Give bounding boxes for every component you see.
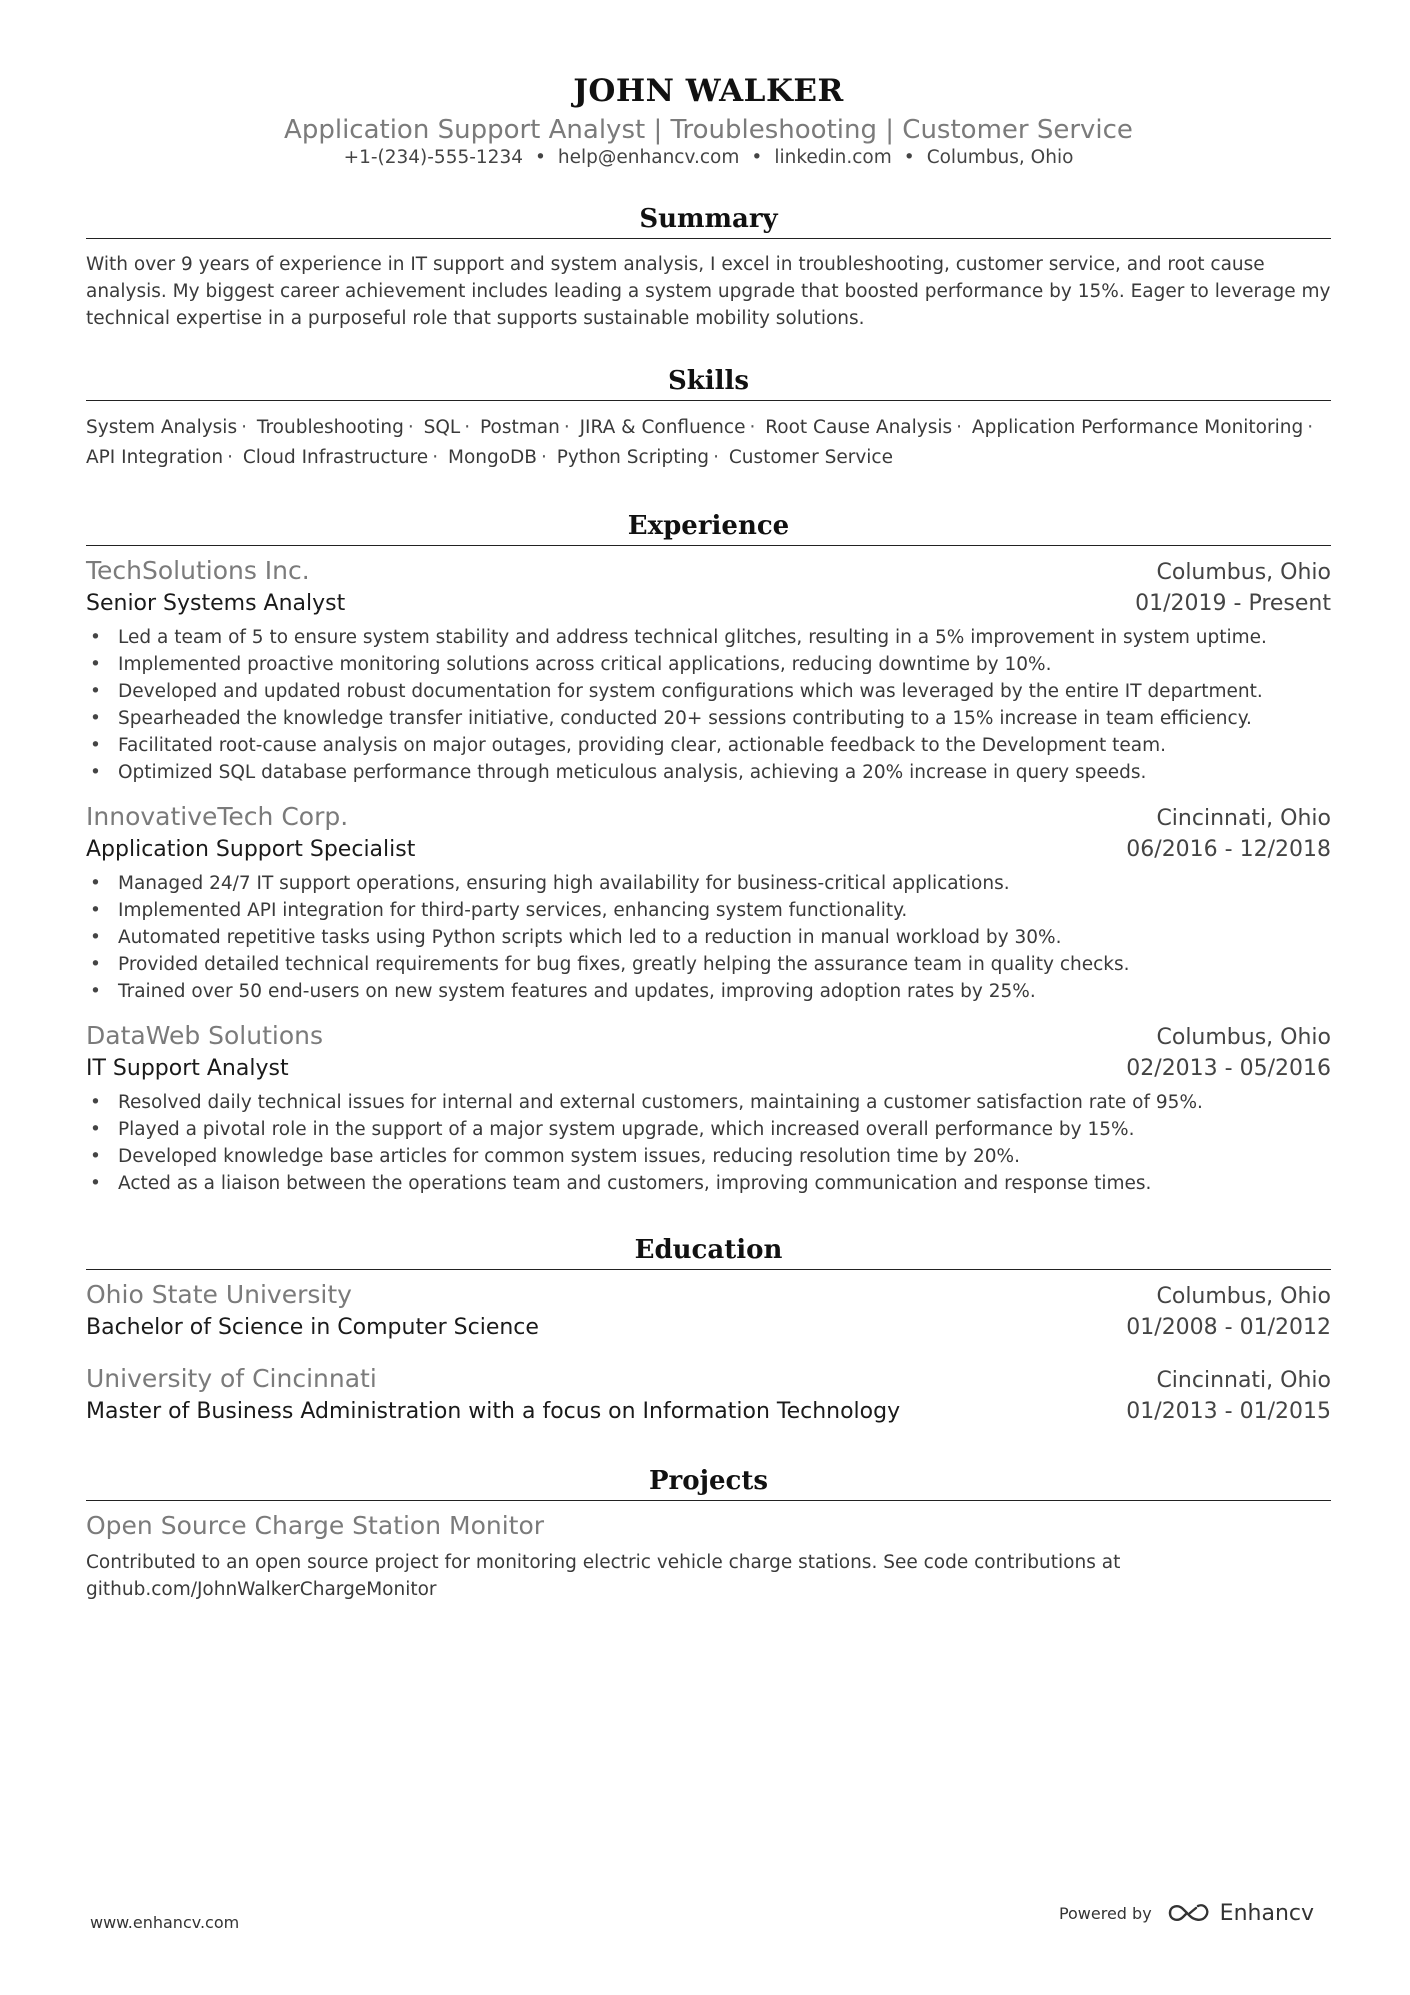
job-entry	[86, 554, 1331, 786]
experience-section	[86, 507, 1331, 1197]
bullet-item: • Developed knowledge base articles for common system issues, reducing resolution time by 20%.	[86, 1143, 1331, 1170]
skill-item: SQL	[423, 417, 461, 438]
job-title: Application Support Specialist	[86, 837, 416, 862]
skill-separator: ·	[749, 417, 756, 438]
bullet-item: • Acted as a liaison between the operations team and customers, improving communication and response times.	[86, 1170, 1331, 1197]
section-title-skills: Skills	[667, 366, 750, 396]
company-name: TechSolutions Inc.	[86, 556, 310, 585]
candidate-name: JOHN WALKER	[573, 73, 844, 109]
skill-separator: ·	[541, 447, 547, 468]
section-title-projects: Projects	[648, 1466, 769, 1496]
skill-item: Application Performance Monitoring	[971, 417, 1304, 438]
skill-separator: ·	[713, 447, 719, 468]
job-entry	[86, 1019, 1331, 1197]
skills-list	[86, 413, 1331, 473]
skill-separator: ·	[563, 417, 570, 438]
skill-item: MongoDB	[447, 447, 537, 468]
education-dates: 01/2013 - 01/2015	[1126, 1399, 1331, 1424]
section-divider	[86, 1500, 1331, 1501]
powered-by-label: Powered by	[1058, 1903, 1152, 1923]
skill-item: API Integration	[86, 447, 224, 468]
separator-dot: •	[903, 147, 915, 168]
job-dates: 02/2013 - 05/2016	[1126, 1056, 1331, 1081]
contact-linkedin[interactable]: linkedin.com	[774, 147, 892, 168]
skill-item: System Analysis	[86, 417, 238, 438]
enhancv-wordmark: Enhancv	[1219, 1900, 1314, 1926]
bullet-item: • Managed 24/7 IT support operations, ensuring high availability for business-critical applications.	[86, 870, 1331, 897]
bullet-item: • Facilitated root-cause analysis on major outages, providing clear, actionable feedback to the Development team.	[86, 732, 1331, 759]
summary-section	[86, 200, 1331, 332]
skill-item: Root Cause Analysis	[765, 417, 953, 438]
job-dates: 06/2016 - 12/2018	[1126, 837, 1331, 862]
job-location: Cincinnati, Ohio	[1156, 806, 1331, 831]
section-divider	[86, 545, 1331, 546]
contact-line	[86, 146, 1331, 170]
bullet-item: • Played a pivotal role in the support of a major system upgrade, which increased overall performance by 15%.	[86, 1116, 1331, 1143]
project-name: Open Source Charge Station Monitor	[86, 1511, 545, 1540]
bullet-item: • Trained over 50 end-users on new system features and updates, improving adoption rates by 25%.	[86, 978, 1331, 1005]
headline: Application Support Analyst | Troubleshooting | Customer Service	[284, 115, 1133, 145]
footer-branding	[1059, 1900, 1314, 1926]
separator-dot: •	[751, 147, 763, 168]
section-title-summary: Summary	[639, 204, 778, 234]
skill-separator: ·	[956, 417, 963, 438]
skill-item: Customer Service	[728, 447, 893, 468]
skill-item: Troubleshooting	[256, 417, 404, 438]
company-name: InnovativeTech Corp.	[86, 802, 349, 831]
skill-separator: ·	[407, 417, 414, 438]
enhancv-logo[interactable]	[1166, 1900, 1314, 1926]
job-entry	[86, 800, 1331, 1005]
education-section	[86, 1231, 1331, 1428]
job-location: Columbus, Ohio	[1156, 1025, 1331, 1050]
job-bullets	[86, 1089, 1331, 1197]
skill-separator: ·	[227, 447, 233, 468]
contact-location: Columbus, Ohio	[926, 147, 1074, 168]
school-name: University of Cincinnati	[86, 1364, 377, 1393]
bullet-item: • Implemented proactive monitoring solutions across critical applications, reducing downtime by 10%.	[86, 651, 1331, 678]
bullet-item: • Developed and updated robust documentation for system configurations which was leveraged by the entire IT department.	[86, 678, 1331, 705]
job-bullets	[86, 624, 1331, 786]
job-dates: 01/2019 - Present	[1135, 591, 1331, 616]
skill-separator: ·	[464, 417, 471, 438]
skill-item: JIRA & Confluence	[579, 417, 746, 438]
skill-separator: ·	[1307, 417, 1314, 438]
bullet-item: • Optimized SQL database performance through meticulous analysis, achieving a 20% increase in query speeds.	[86, 759, 1331, 786]
job-title: Senior Systems Analyst	[86, 591, 346, 616]
separator-dot: •	[535, 147, 546, 168]
contact-phone: +1-(234)-555-1234	[343, 147, 523, 168]
section-divider	[86, 238, 1331, 239]
section-divider	[86, 1269, 1331, 1270]
enhancv-logo-icon	[1166, 1900, 1214, 1926]
school-location: Cincinnati, Ohio	[1156, 1368, 1331, 1393]
education-entry	[86, 1278, 1331, 1344]
degree: Master of Business Administration with a focus on Information Technology	[86, 1399, 901, 1424]
education-dates: 01/2008 - 01/2012	[1126, 1315, 1331, 1340]
section-title-education: Education	[634, 1235, 783, 1265]
skill-separator: ·	[432, 447, 439, 468]
section-title-experience: Experience	[627, 511, 790, 541]
skills-section	[86, 362, 1331, 473]
skill-item: Postman	[480, 417, 560, 438]
resume-page	[86, 70, 1331, 1603]
project-description: Contributed to an open source project for monitoring electric vehicle charge stations. See code contributions at github.com/JohnWalkerChargeMonitor	[86, 1552, 1121, 1600]
bullet-item: • Implemented API integration for third-party services, enhancing system functionality.	[86, 897, 1331, 924]
job-title: IT Support Analyst	[86, 1056, 289, 1081]
skill-item: Cloud Infrastructure	[242, 447, 429, 468]
skill-separator: ·	[241, 417, 247, 438]
bullet-item: • Automated repetitive tasks using Python scripts which led to a reduction in manual workload by 30%.	[86, 924, 1331, 951]
project-entry	[86, 1509, 1331, 1603]
bullet-item: • Spearheaded the knowledge transfer initiative, conducted 20+ sessions contributing to a 15% increase in team efficiency.	[86, 705, 1331, 732]
job-bullets	[86, 870, 1331, 1005]
school-name: Ohio State University	[86, 1280, 352, 1309]
bullet-item: • Provided detailed technical requirements for bug fixes, greatly helping the assurance team in quality checks.	[86, 951, 1331, 978]
degree: Bachelor of Science in Computer Science	[86, 1315, 539, 1340]
school-location: Columbus, Ohio	[1156, 1284, 1331, 1309]
bullet-item: • Resolved daily technical issues for internal and external customers, maintaining a customer satisfaction rate of 95%.	[86, 1089, 1331, 1116]
skill-item: Python Scripting	[556, 447, 710, 468]
job-location: Columbus, Ohio	[1156, 560, 1331, 585]
bullet-item: • Led a team of 5 to ensure system stability and address technical glitches, resulting in a 5% improvement in system uptime.	[86, 624, 1331, 651]
company-name: DataWeb Solutions	[86, 1021, 324, 1050]
footer-website[interactable]: www.enhancv.com	[90, 1913, 240, 1932]
contact-email[interactable]: help@enhancv.com	[557, 147, 740, 168]
projects-section	[86, 1462, 1331, 1603]
summary-text: With over 9 years of experience in IT support and system analysis, I excel in troubleshooting, customer service, and root cause analysis. My biggest career achievement includes leading a system upgrade that boosted performance by 15%. Eager to leverage my technical expertise in a purposeful role that supports sustainable mobility solutions.	[86, 254, 1331, 329]
education-entry	[86, 1362, 1331, 1428]
section-divider	[86, 400, 1331, 401]
